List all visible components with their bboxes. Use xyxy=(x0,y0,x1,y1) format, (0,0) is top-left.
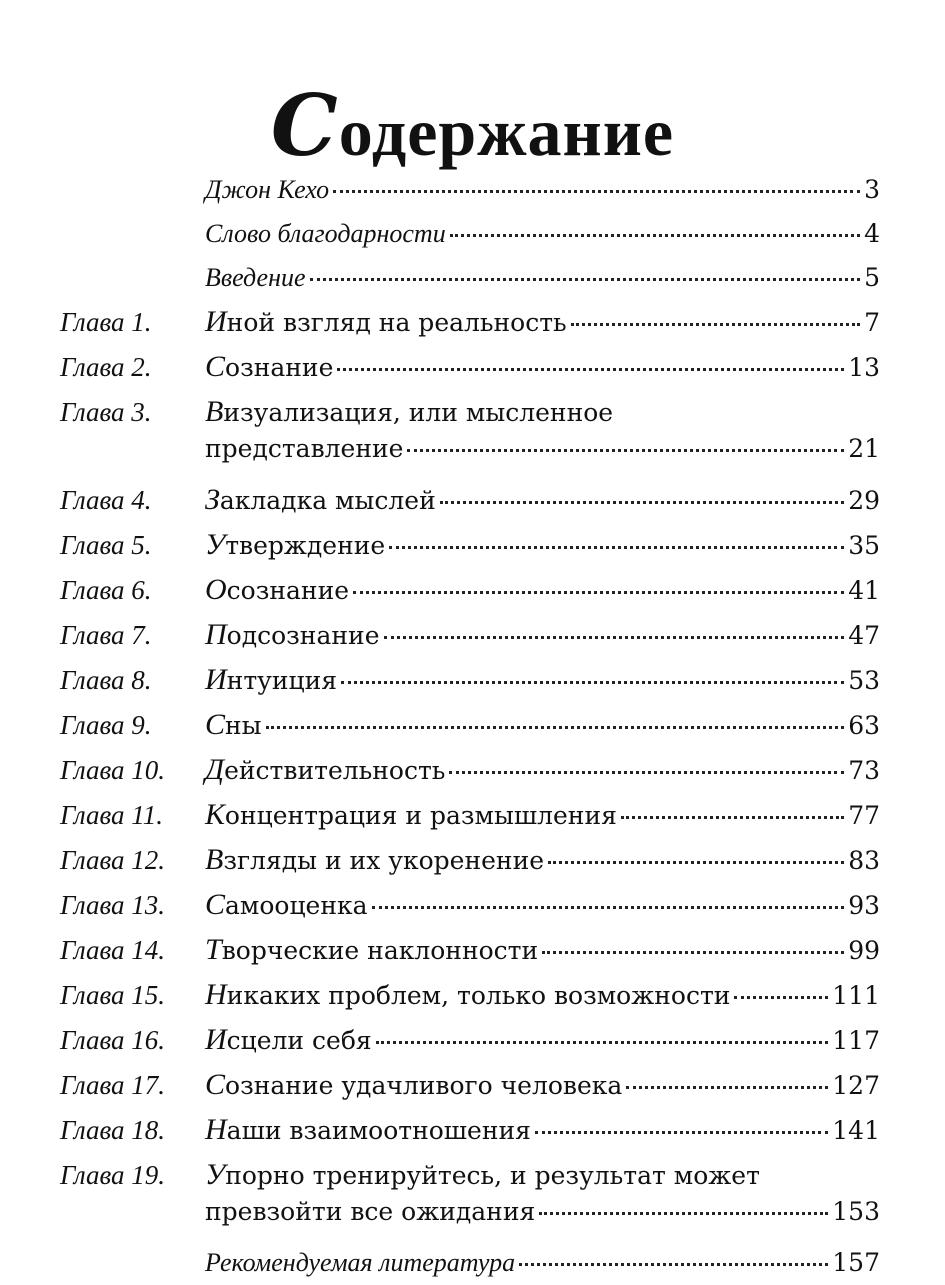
chapter-title-initial: У xyxy=(205,1158,226,1191)
chapter-title-rest: ны xyxy=(225,711,262,740)
chapter-title-initial: К xyxy=(205,798,225,831)
chapter-title xyxy=(205,707,262,744)
toc-page-number: 99 xyxy=(848,936,880,965)
chapter-title-initial: И xyxy=(205,663,227,696)
toc-page-number: 53 xyxy=(848,666,880,695)
toc-page-number: 127 xyxy=(832,1071,880,1100)
chapter-label: Глава 3. xyxy=(60,397,152,427)
chapter-label: Глава 17. xyxy=(60,1070,166,1100)
chapter-title-continuation: представление xyxy=(205,434,404,463)
dot-leader xyxy=(548,861,844,864)
dot-leader xyxy=(535,1131,828,1134)
chapter-title-continuation: превзойти все ожидания xyxy=(205,1197,536,1226)
dot-leader xyxy=(571,323,860,326)
toc-page-number: 77 xyxy=(848,801,880,830)
toc-page-number: 13 xyxy=(848,353,880,382)
chapter-title-initial: О xyxy=(205,573,227,606)
toc-page-number: 141 xyxy=(832,1116,880,1145)
dot-leader xyxy=(542,951,844,954)
chapter-title-initial: З xyxy=(205,483,220,516)
chapter-title-initial: В xyxy=(205,843,224,876)
chapter-title xyxy=(205,395,614,428)
chapter-title-rest: аши взаимоотношения xyxy=(226,1116,531,1145)
toc-entry-chapter-19[interactable] xyxy=(0,1153,945,1241)
toc-entry-front-1[interactable] xyxy=(0,168,945,212)
chapter-label: Глава 18. xyxy=(60,1115,166,1145)
toc-page-number: 29 xyxy=(848,486,880,515)
chapter-title-initial: П xyxy=(205,618,227,651)
toc-entry-chapter-17[interactable] xyxy=(0,1063,945,1108)
toc-entry-chapter-10[interactable] xyxy=(0,748,945,793)
chapter-label: Глава 9. xyxy=(60,710,152,740)
toc-entry-title: Рекомендуемая литература xyxy=(205,1248,516,1277)
chapter-title-rest: ознание удачливого человека xyxy=(225,1071,623,1100)
toc-entry-chapter-6[interactable] xyxy=(0,568,945,613)
chapter-title xyxy=(205,527,385,564)
toc-page-number: 47 xyxy=(848,621,880,650)
chapter-label: Глава 4. xyxy=(60,485,152,515)
chapter-title-rest: ознание xyxy=(225,353,334,382)
toc-entry-title: Джон Кехо xyxy=(205,175,330,204)
toc-page-number: 83 xyxy=(848,846,880,875)
dot-leader xyxy=(539,1212,828,1215)
chapter-title-rest: одсознание xyxy=(226,621,380,650)
chapter-title xyxy=(205,617,380,654)
dot-leader xyxy=(450,234,860,237)
chapter-label: Глава 15. xyxy=(60,980,166,1010)
chapter-title-initial: С xyxy=(205,708,226,741)
toc-page-number: 73 xyxy=(848,756,880,785)
title-initial: С xyxy=(270,75,339,175)
chapter-title-rest: икаких проблем, только возможности xyxy=(226,981,731,1010)
toc-entry-title: Слово благодарности xyxy=(205,219,446,248)
toc-page-number: 93 xyxy=(848,891,880,920)
chapter-title-initial: С xyxy=(205,1068,226,1101)
chapter-title-rest: тверждение xyxy=(225,531,386,560)
chapter-title-rest: ной взгляд на реальность xyxy=(226,308,567,337)
toc-entry-chapter-12[interactable] xyxy=(0,838,945,883)
chapter-title-rest: амооценка xyxy=(225,891,368,920)
chapter-label: Глава 1. xyxy=(60,307,152,337)
toc-entry-chapter-4[interactable] xyxy=(0,478,945,523)
toc-page-number: 153 xyxy=(832,1197,880,1226)
chapter-title-initial: Д xyxy=(205,753,225,786)
chapter-title xyxy=(205,932,538,969)
toc-entry-title: Введение xyxy=(205,263,306,292)
chapter-title-initial: С xyxy=(205,350,226,383)
chapter-title-rest: сознание xyxy=(226,576,350,605)
chapter-title-rest: сцели себя xyxy=(226,1026,372,1055)
chapter-title-rest: ействительность xyxy=(224,756,446,785)
chapter-title xyxy=(205,1067,622,1104)
chapter-label: Глава 13. xyxy=(60,890,166,920)
toc-page-number: 111 xyxy=(832,981,880,1010)
chapter-title xyxy=(205,572,349,609)
dot-leader xyxy=(734,996,828,999)
dot-leader xyxy=(341,681,844,684)
chapter-label: Глава 2. xyxy=(60,352,152,382)
dot-leader xyxy=(519,1263,828,1266)
chapter-title xyxy=(205,887,368,924)
chapter-title xyxy=(205,349,333,386)
dot-leader xyxy=(337,368,844,371)
toc-entry-chapter-14[interactable] xyxy=(0,928,945,973)
chapter-title xyxy=(205,662,337,699)
dot-leader xyxy=(333,190,860,193)
chapter-title-initial: И xyxy=(205,305,227,338)
chapter-title xyxy=(205,842,544,879)
chapter-title-rest: згляды и их укоренение xyxy=(223,846,545,875)
dot-leader xyxy=(440,501,844,504)
toc-entry-chapter-2[interactable] xyxy=(0,345,945,390)
chapter-title-rest: ворческие наклонности xyxy=(221,936,539,965)
chapter-title xyxy=(205,1112,531,1149)
dot-leader xyxy=(626,1086,828,1089)
toc-entry-chapter-15[interactable] xyxy=(0,973,945,1018)
chapter-label: Глава 10. xyxy=(60,755,166,785)
toc-entry-chapter-18[interactable] xyxy=(0,1108,945,1153)
table-of-contents xyxy=(0,168,945,1285)
dot-leader xyxy=(389,546,844,549)
toc-entry-front-2[interactable] xyxy=(0,212,945,256)
chapter-title-rest: изуализация, или мысленное xyxy=(223,398,614,427)
toc-entry-chapter-7[interactable] xyxy=(0,613,945,658)
chapter-title-rest: акладка мыслей xyxy=(219,486,436,515)
toc-page-number: 157 xyxy=(832,1248,880,1277)
toc-entry-chapter-8[interactable] xyxy=(0,658,945,703)
toc-entry-chapter-11[interactable] xyxy=(0,793,945,838)
title-rest: одержание xyxy=(338,93,675,170)
toc-page-number: 3 xyxy=(864,175,880,204)
dot-leader xyxy=(372,906,845,909)
chapter-label: Глава 19. xyxy=(60,1160,166,1190)
dot-leader xyxy=(310,278,861,281)
toc-page-number: 21 xyxy=(848,434,880,463)
chapter-label: Глава 14. xyxy=(60,935,166,965)
dot-leader xyxy=(621,816,844,819)
toc-page-number: 35 xyxy=(848,531,880,560)
toc-page-number: 4 xyxy=(864,219,880,248)
chapter-title-rest: порно тренируйтесь, и результат может xyxy=(225,1161,760,1190)
chapter-title xyxy=(205,304,567,341)
dot-leader xyxy=(353,591,844,594)
toc-entry-chapter-3[interactable] xyxy=(0,390,945,478)
chapter-title-initial: И xyxy=(205,1023,227,1056)
dot-leader xyxy=(407,449,844,452)
chapter-title-initial: У xyxy=(205,528,226,561)
chapter-title-initial: В xyxy=(205,395,224,428)
dot-leader xyxy=(449,771,844,774)
chapter-label: Глава 8. xyxy=(60,665,152,695)
chapter-title-rest: онцентрация и размышления xyxy=(224,801,617,830)
dot-leader xyxy=(376,1041,829,1044)
toc-entry-chapter-1[interactable] xyxy=(0,300,945,345)
toc-entry-chapter-5[interactable] xyxy=(0,523,945,568)
chapter-title-initial: Т xyxy=(205,933,222,966)
toc-entry-back-1[interactable] xyxy=(0,1241,945,1285)
toc-page-number: 63 xyxy=(848,711,880,740)
toc-entry-chapter-9[interactable] xyxy=(0,703,945,748)
toc-page-number: 41 xyxy=(848,576,880,605)
chapter-label: Глава 16. xyxy=(60,1025,166,1055)
chapter-title xyxy=(205,977,730,1014)
chapter-label: Глава 6. xyxy=(60,575,152,605)
chapter-label: Глава 11. xyxy=(60,800,164,830)
chapter-title xyxy=(205,752,445,789)
toc-entry-chapter-16[interactable] xyxy=(0,1018,945,1063)
toc-entry-front-3[interactable] xyxy=(0,256,945,300)
chapter-title-initial: С xyxy=(205,888,226,921)
chapter-title xyxy=(205,1022,372,1059)
chapter-label: Глава 7. xyxy=(60,620,152,650)
dot-leader xyxy=(266,726,845,729)
dot-leader xyxy=(384,636,845,639)
page-title xyxy=(0,76,945,177)
chapter-list xyxy=(0,300,945,1241)
chapter-title-initial: Н xyxy=(205,1113,227,1146)
chapter-label: Глава 5. xyxy=(60,530,152,560)
chapter-title-initial: Н xyxy=(205,978,227,1011)
chapter-title xyxy=(205,482,436,519)
chapter-title-rest: нтуиция xyxy=(226,666,338,695)
toc-page-number: 5 xyxy=(864,263,880,292)
toc-page-number: 117 xyxy=(832,1026,880,1055)
chapter-label: Глава 12. xyxy=(60,845,166,875)
toc-entry-chapter-13[interactable] xyxy=(0,883,945,928)
toc-page-number: 7 xyxy=(864,308,880,337)
chapter-title xyxy=(205,1158,760,1191)
chapter-title xyxy=(205,797,617,834)
